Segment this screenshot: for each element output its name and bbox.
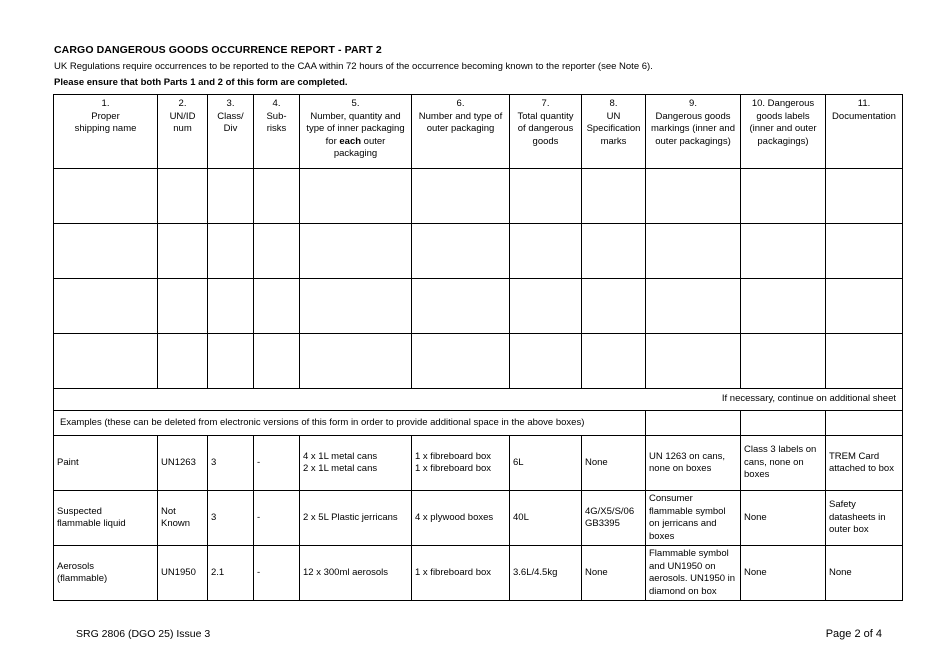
entry-cell[interactable] (412, 334, 510, 389)
example-qty: 6L (510, 436, 582, 491)
entry-cell[interactable] (54, 279, 158, 334)
example-outer: 1 x fibreboard box 1 x fibreboard box (412, 436, 510, 491)
example-markings: Consumer flammable symbol on jerricans and boxes (646, 491, 741, 546)
regulation-note: UK Regulations require occurrences to be reported to the CAA within 72 hours of the occurrence becoming known to the reporter (see Note 6). (54, 61, 653, 72)
entry-cell[interactable] (582, 334, 646, 389)
example-docs: TREM Card attached to box (826, 436, 903, 491)
header-un-spec-marks: 8. UN Specification marks (582, 95, 646, 169)
example-inner: 12 x 300ml aerosols (300, 546, 412, 601)
entry-cell[interactable] (54, 224, 158, 279)
entry-cell[interactable] (510, 334, 582, 389)
header-inner-packaging-post: outer packaging (333, 135, 386, 159)
entry-cell[interactable] (300, 169, 412, 224)
entry-row-2 (54, 224, 903, 279)
entry-row-1 (54, 169, 903, 224)
entry-cell[interactable] (646, 334, 741, 389)
entry-cell[interactable] (208, 224, 254, 279)
example-labels: None (741, 546, 826, 601)
example-outer: 1 x fibreboard box (412, 546, 510, 601)
entry-cell[interactable] (54, 334, 158, 389)
form-reference: SRG 2806 (DGO 25) Issue 3 (76, 628, 211, 640)
example-inner: 2 x 5L Plastic jerricans (300, 491, 412, 546)
entry-cell[interactable] (582, 169, 646, 224)
entry-cell[interactable] (254, 169, 300, 224)
example-qty: 40L (510, 491, 582, 546)
header-documentation: 11. Documentation (826, 95, 903, 169)
report-title: CARGO DANGEROUS GOODS OCCURRENCE REPORT - PART 2 (54, 44, 382, 56)
entry-cell[interactable] (826, 334, 903, 389)
header-dg-labels: 10. Dangerous goods labels (inner and outer packagings) (741, 95, 826, 169)
examples-note-spacer (646, 411, 741, 436)
example-class: 2.1 (208, 546, 254, 601)
entry-cell[interactable] (741, 334, 826, 389)
entry-cell[interactable] (412, 169, 510, 224)
entry-cell[interactable] (158, 224, 208, 279)
header-row (54, 95, 903, 169)
ensure-note: Please ensure that both Parts 1 and 2 of this form are completed. (54, 77, 348, 88)
entry-cell[interactable] (646, 224, 741, 279)
example-inner: 4 x 1L metal cans 2 x 1L metal cans (300, 436, 412, 491)
examples-note-spacer (826, 411, 903, 436)
example-un: UN1263 (158, 436, 208, 491)
header-class-div: 3. Class/ Div (208, 95, 254, 169)
entry-cell[interactable] (254, 279, 300, 334)
header-inner-packaging (300, 95, 412, 169)
header-dg-markings: 9. Dangerous goods markings (inner and outer packagings) (646, 95, 741, 169)
example-markings: Flammable symbol and UN1950 on aerosols. UN1950 in diamond on box (646, 546, 741, 601)
example-labels: Class 3 labels on cans, none on boxes (741, 436, 826, 491)
entry-cell[interactable] (254, 224, 300, 279)
entry-cell[interactable] (158, 169, 208, 224)
entry-cell[interactable] (510, 279, 582, 334)
entry-cell[interactable] (646, 169, 741, 224)
entry-cell[interactable] (741, 224, 826, 279)
continue-row (54, 389, 903, 411)
entry-row-3 (54, 279, 903, 334)
example-un: Not Known (158, 491, 208, 546)
page-number: Page 2 of 4 (825, 628, 882, 640)
entry-cell[interactable] (208, 279, 254, 334)
entry-cell[interactable] (582, 279, 646, 334)
header-outer-packaging: 6. Number and type of outer packaging (412, 95, 510, 169)
entry-cell[interactable] (582, 224, 646, 279)
entry-cell[interactable] (158, 334, 208, 389)
example-un: UN1950 (158, 546, 208, 601)
entry-cell[interactable] (300, 224, 412, 279)
entry-cell[interactable] (510, 224, 582, 279)
example-row-flammable-liquid (54, 491, 903, 546)
entry-cell[interactable] (826, 169, 903, 224)
example-name: Paint (54, 436, 158, 491)
entry-cell[interactable] (412, 279, 510, 334)
entry-row-4 (54, 334, 903, 389)
entry-cell[interactable] (54, 169, 158, 224)
examples-note-spacer (741, 411, 826, 436)
example-docs: None (826, 546, 903, 601)
header-inner-packaging-bold: each (339, 135, 362, 147)
example-docs: Safety datasheets in outer box (826, 491, 903, 546)
entry-cell[interactable] (826, 224, 903, 279)
entry-cell[interactable] (300, 279, 412, 334)
example-row-paint (54, 436, 903, 491)
entry-cell[interactable] (826, 279, 903, 334)
example-row-aerosols (54, 546, 903, 601)
continue-note: If necessary, continue on additional sheet (54, 389, 903, 411)
header-inner-packaging-pre: 5. Number, quantity and type of inner packaging for (306, 98, 405, 147)
entry-cell[interactable] (412, 224, 510, 279)
example-spec: None (582, 436, 646, 491)
entry-cell[interactable] (741, 169, 826, 224)
entry-cell[interactable] (741, 279, 826, 334)
entry-cell[interactable] (646, 279, 741, 334)
header-proper-shipping-name: 1. Proper shipping name (54, 95, 158, 169)
examples-note-row (54, 411, 903, 436)
example-name: Suspected flammable liquid (54, 491, 158, 546)
header-sub-risks: 4. Sub- risks (254, 95, 300, 169)
example-class: 3 (208, 491, 254, 546)
entry-cell[interactable] (254, 334, 300, 389)
example-qty: 3.6L/4.5kg (510, 546, 582, 601)
example-labels: None (741, 491, 826, 546)
entry-cell[interactable] (208, 169, 254, 224)
example-class: 3 (208, 436, 254, 491)
header-un-id-num: 2. UN/ID num (158, 95, 208, 169)
occurrence-table (53, 94, 903, 601)
example-sub: - (254, 436, 300, 491)
entry-cell[interactable] (158, 279, 208, 334)
entry-cell[interactable] (510, 169, 582, 224)
example-name: Aerosols (flammable) (54, 546, 158, 601)
header-total-quantity: 7. Total quantity of dangerous goods (510, 95, 582, 169)
example-spec: None (582, 546, 646, 601)
examples-note: Examples (these can be deleted from electronic versions of this form in order to provide additional space in the above boxes) (54, 411, 646, 436)
example-outer: 4 x plywood boxes (412, 491, 510, 546)
example-spec: 4G/X5/S/06 GB3395 (582, 491, 646, 546)
example-markings: UN 1263 on cans, none on boxes (646, 436, 741, 491)
entry-cell[interactable] (300, 334, 412, 389)
example-sub: - (254, 546, 300, 601)
entry-cell[interactable] (208, 334, 254, 389)
example-sub: - (254, 491, 300, 546)
